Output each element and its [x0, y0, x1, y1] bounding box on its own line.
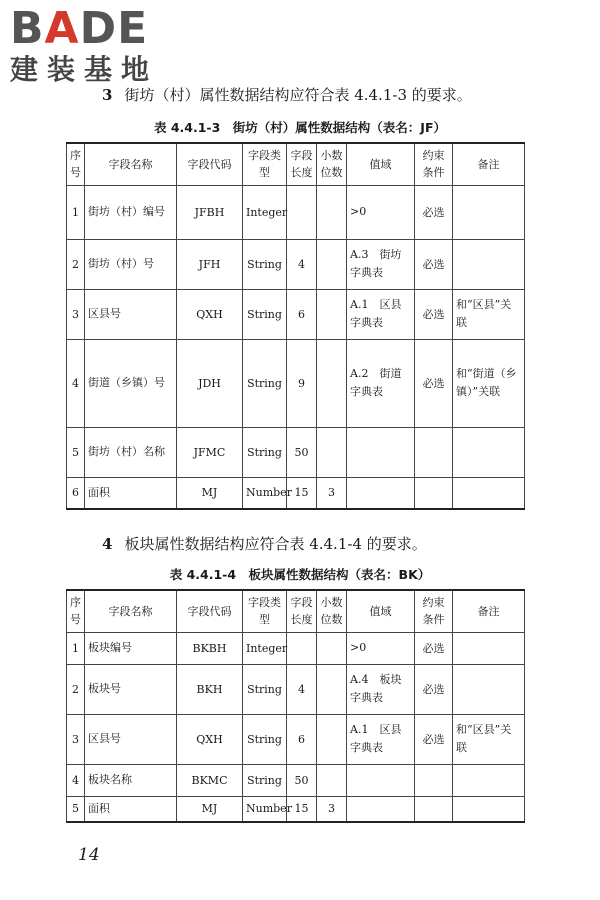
field-length-cell — [287, 632, 317, 664]
field-type-cell: String — [243, 714, 287, 764]
row-index-cell: 4 — [67, 339, 85, 427]
field-name-cell: 板块编号 — [85, 632, 177, 664]
clause-4 — [102, 533, 427, 554]
row-index-cell: 5 — [67, 796, 85, 822]
constraint-cell: 必选 — [415, 632, 453, 664]
table-row — [67, 289, 525, 339]
field-code-cell: BKH — [177, 664, 243, 714]
data-structure-table-bk — [66, 589, 525, 823]
column-header-field-code: 字段代码 — [177, 143, 243, 185]
field-code-cell: JFBH — [177, 185, 243, 239]
remark-cell — [453, 796, 525, 822]
column-header-constraint: 约束条件 — [415, 143, 453, 185]
field-name-cell: 区县号 — [85, 289, 177, 339]
table-row — [67, 427, 525, 477]
remark-cell — [453, 427, 525, 477]
value-domain-cell: A.2 街道字典表 — [347, 339, 415, 427]
column-header-field-code: 字段代码 — [177, 590, 243, 632]
column-header-decimal-places: 小数位数 — [317, 590, 347, 632]
remark-cell: 和“区县”关联 — [453, 714, 525, 764]
remark-cell — [453, 185, 525, 239]
column-header-remark: 备注 — [453, 590, 525, 632]
row-index-cell: 5 — [67, 427, 85, 477]
column-header-decimal-places: 小数位数 — [317, 143, 347, 185]
row-index-cell: 4 — [67, 764, 85, 796]
row-index-cell: 6 — [67, 477, 85, 509]
field-name-cell: 面积 — [85, 477, 177, 509]
constraint-cell: 必选 — [415, 664, 453, 714]
field-length-cell — [287, 185, 317, 239]
table-row — [67, 796, 525, 822]
column-header-constraint: 约束条件 — [415, 590, 453, 632]
field-length-cell: 50 — [287, 427, 317, 477]
field-type-cell: Number — [243, 796, 287, 822]
bade-logo — [10, 3, 180, 86]
field-type-cell: Number — [243, 477, 287, 509]
field-type-cell: String — [243, 664, 287, 714]
column-header-field-type: 字段类型 — [243, 590, 287, 632]
logo-letter: B — [10, 3, 45, 54]
decimal-places-cell: 3 — [317, 477, 347, 509]
field-name-cell: 街坊（村）编号 — [85, 185, 177, 239]
column-header-field-type: 字段类型 — [243, 143, 287, 185]
decimal-places-cell — [317, 632, 347, 664]
decimal-places-cell — [317, 339, 347, 427]
table-row — [67, 664, 525, 714]
row-index-cell: 1 — [67, 185, 85, 239]
clause-number: 3 — [102, 86, 113, 104]
clause-3 — [102, 84, 472, 105]
decimal-places-cell — [317, 714, 347, 764]
column-header-field-length: 字段长度 — [287, 143, 317, 185]
constraint-cell — [415, 764, 453, 796]
table-row — [67, 339, 525, 427]
field-length-cell: 9 — [287, 339, 317, 427]
table-row — [67, 477, 525, 509]
clause-number: 4 — [102, 535, 113, 553]
table-caption: 表 4.4.1-4 板块属性数据结构（表名：BK） — [169, 567, 431, 582]
field-code-cell: QXH — [177, 714, 243, 764]
row-index-cell: 1 — [67, 632, 85, 664]
field-length-cell: 4 — [287, 664, 317, 714]
value-domain-cell — [347, 477, 415, 509]
constraint-cell: 必选 — [415, 714, 453, 764]
clause-text: 街坊（村）属性数据结构应符合表 4.4.1-3 的要求。 — [124, 86, 472, 104]
field-code-cell: JDH — [177, 339, 243, 427]
value-domain-cell — [347, 764, 415, 796]
field-code-cell: MJ — [177, 477, 243, 509]
field-name-cell: 街坊（村）号 — [85, 239, 177, 289]
table-caption: 表 4.4.1-3 街坊（村）属性数据结构（表名：JF） — [153, 120, 447, 135]
field-length-cell: 50 — [287, 764, 317, 796]
column-header-row-index: 序号 — [67, 590, 85, 632]
field-type-cell: String — [243, 339, 287, 427]
field-length-cell: 15 — [287, 477, 317, 509]
field-type-cell: Integer — [243, 632, 287, 664]
row-index-cell: 3 — [67, 714, 85, 764]
field-name-cell: 板块号 — [85, 664, 177, 714]
field-code-cell: QXH — [177, 289, 243, 339]
decimal-places-cell — [317, 239, 347, 289]
page-number: 14 — [78, 845, 100, 865]
remark-cell — [453, 477, 525, 509]
value-domain-cell: A.3 街坊字典表 — [347, 239, 415, 289]
remark-cell: 和“街道（乡镇）”关联 — [453, 339, 525, 427]
clause-text: 板块属性数据结构应符合表 4.4.1-4 的要求。 — [124, 535, 427, 553]
remark-cell — [453, 239, 525, 289]
field-name-cell: 街坊（村）名称 — [85, 427, 177, 477]
field-type-cell: Integer — [243, 185, 287, 239]
logo-letter: D — [79, 3, 118, 54]
column-header-field-length: 字段长度 — [287, 590, 317, 632]
field-type-cell: String — [243, 764, 287, 796]
column-header-field-name: 字段名称 — [85, 143, 177, 185]
column-header-value-domain: 值域 — [347, 143, 415, 185]
field-name-cell: 面积 — [85, 796, 177, 822]
data-structure-table-jf — [66, 142, 525, 510]
column-header-value-domain: 值域 — [347, 590, 415, 632]
table-row — [67, 714, 525, 764]
remark-cell — [453, 664, 525, 714]
value-domain-cell: >0 — [347, 632, 415, 664]
decimal-places-cell — [317, 289, 347, 339]
table-row — [67, 632, 525, 664]
table-row — [67, 239, 525, 289]
constraint-cell — [415, 477, 453, 509]
remark-cell — [453, 632, 525, 664]
field-type-cell: String — [243, 427, 287, 477]
field-code-cell: BKBH — [177, 632, 243, 664]
logo-wordmark — [10, 3, 180, 54]
field-type-cell: String — [243, 289, 287, 339]
row-index-cell: 2 — [67, 664, 85, 714]
column-header-field-name: 字段名称 — [85, 590, 177, 632]
column-header-remark: 备注 — [453, 143, 525, 185]
decimal-places-cell — [317, 664, 347, 714]
field-code-cell: MJ — [177, 796, 243, 822]
field-length-cell: 15 — [287, 796, 317, 822]
value-domain-cell: >0 — [347, 185, 415, 239]
table-row — [67, 764, 525, 796]
logo-letter-accent: A — [44, 3, 80, 54]
field-name-cell: 街道（乡镇）号 — [85, 339, 177, 427]
field-name-cell: 区县号 — [85, 714, 177, 764]
value-domain-cell: A.1 区县字典表 — [347, 289, 415, 339]
decimal-places-cell — [317, 764, 347, 796]
column-header-row-index: 序号 — [67, 143, 85, 185]
field-code-cell: JFH — [177, 239, 243, 289]
remark-cell: 和“区县”关联 — [453, 289, 525, 339]
decimal-places-cell — [317, 185, 347, 239]
constraint-cell: 必选 — [415, 239, 453, 289]
constraint-cell: 必选 — [415, 185, 453, 239]
row-index-cell: 3 — [67, 289, 85, 339]
field-code-cell: JFMC — [177, 427, 243, 477]
value-domain-cell: A.4 板块字典表 — [347, 664, 415, 714]
decimal-places-cell: 3 — [317, 796, 347, 822]
field-length-cell: 6 — [287, 289, 317, 339]
row-index-cell: 2 — [67, 239, 85, 289]
field-length-cell: 6 — [287, 714, 317, 764]
field-length-cell: 4 — [287, 239, 317, 289]
table-row — [67, 185, 525, 239]
constraint-cell — [415, 796, 453, 822]
constraint-cell — [415, 427, 453, 477]
field-code-cell: BKMC — [177, 764, 243, 796]
constraint-cell: 必选 — [415, 339, 453, 427]
constraint-cell: 必选 — [415, 289, 453, 339]
field-type-cell: String — [243, 239, 287, 289]
decimal-places-cell — [317, 427, 347, 477]
value-domain-cell — [347, 427, 415, 477]
value-domain-cell — [347, 796, 415, 822]
logo-letter: E — [117, 3, 149, 54]
remark-cell — [453, 764, 525, 796]
value-domain-cell: A.1 区县字典表 — [347, 714, 415, 764]
field-name-cell: 板块名称 — [85, 764, 177, 796]
logo-subtitle: 建装基地 — [10, 53, 159, 86]
